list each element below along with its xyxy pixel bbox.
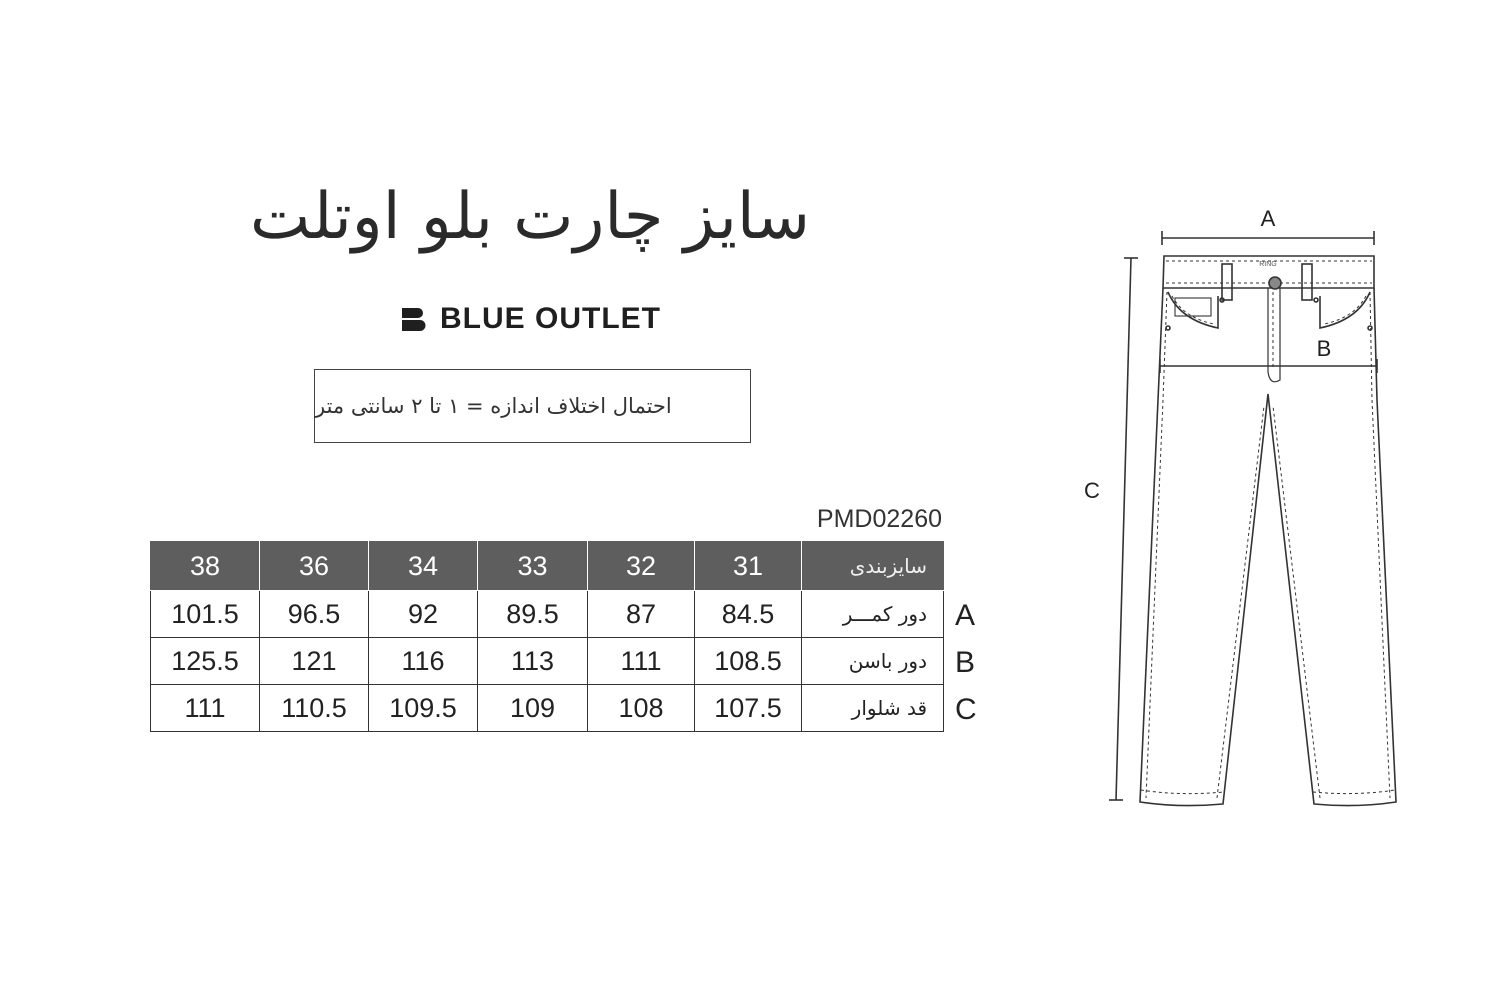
size-header-cell: 31 <box>695 542 802 591</box>
size-header-cell: 33 <box>478 542 588 591</box>
table-cell: 111 <box>151 685 260 732</box>
size-header-cell: 34 <box>369 542 478 591</box>
brand <box>400 302 661 336</box>
table-cell: 111 <box>588 638 695 685</box>
table-cell: 87 <box>588 591 695 638</box>
table-cell: 121 <box>260 638 369 685</box>
blue-outlet-logo-icon <box>400 306 428 332</box>
table-cell: 84.5 <box>695 591 802 638</box>
table-cell: 108 <box>588 685 695 732</box>
size-table <box>150 541 944 732</box>
table-row <box>151 638 944 685</box>
table-cell: 96.5 <box>260 591 369 638</box>
note-text: احتمال اختلاف اندازه = ۱ تا ۲ سانتی متر <box>315 394 672 418</box>
size-header-cell: 38 <box>151 542 260 591</box>
hip-dimension-label: B <box>1316 336 1332 361</box>
brand-tag: RING <box>1259 261 1277 268</box>
table-cell: 107.5 <box>695 685 802 732</box>
product-code: PMD02260 <box>816 505 942 533</box>
table-row <box>151 591 944 638</box>
waist-dimension-label: A <box>1260 206 1276 231</box>
table-cell: 92 <box>369 591 478 638</box>
size-header-cell: 36 <box>260 542 369 591</box>
table-row <box>151 685 944 732</box>
row-label-cell: دور باسن <box>802 638 944 685</box>
brand-name: BLUE OUTLET <box>440 302 661 335</box>
table-cell: 109.5 <box>369 685 478 732</box>
row-letters <box>955 592 977 733</box>
table-cell: 125.5 <box>151 638 260 685</box>
table-cell: 89.5 <box>478 591 588 638</box>
row-letter-b: B <box>955 646 976 679</box>
table-cell: 101.5 <box>151 591 260 638</box>
size-tolerance-note <box>314 369 751 443</box>
row-letter-a: A <box>955 599 976 632</box>
table-cell: 110.5 <box>260 685 369 732</box>
length-dimension-label: C <box>1084 478 1100 503</box>
table-cell: 108.5 <box>695 638 802 685</box>
row-label-cell: دور کمـــر <box>802 591 944 638</box>
size-header-cell: 32 <box>588 542 695 591</box>
table-cell: 109 <box>478 685 588 732</box>
row-letter-c: C <box>955 693 977 726</box>
table-cell: 113 <box>478 638 588 685</box>
page-title: سایز چارت بلو اوتلت <box>249 180 811 254</box>
pants-diagram <box>1080 200 1420 820</box>
table-cell: 116 <box>369 638 478 685</box>
header-label-cell: سایزبندی <box>802 542 944 591</box>
row-label-cell: قد شلوار <box>802 685 944 732</box>
table-header-row <box>151 542 944 591</box>
